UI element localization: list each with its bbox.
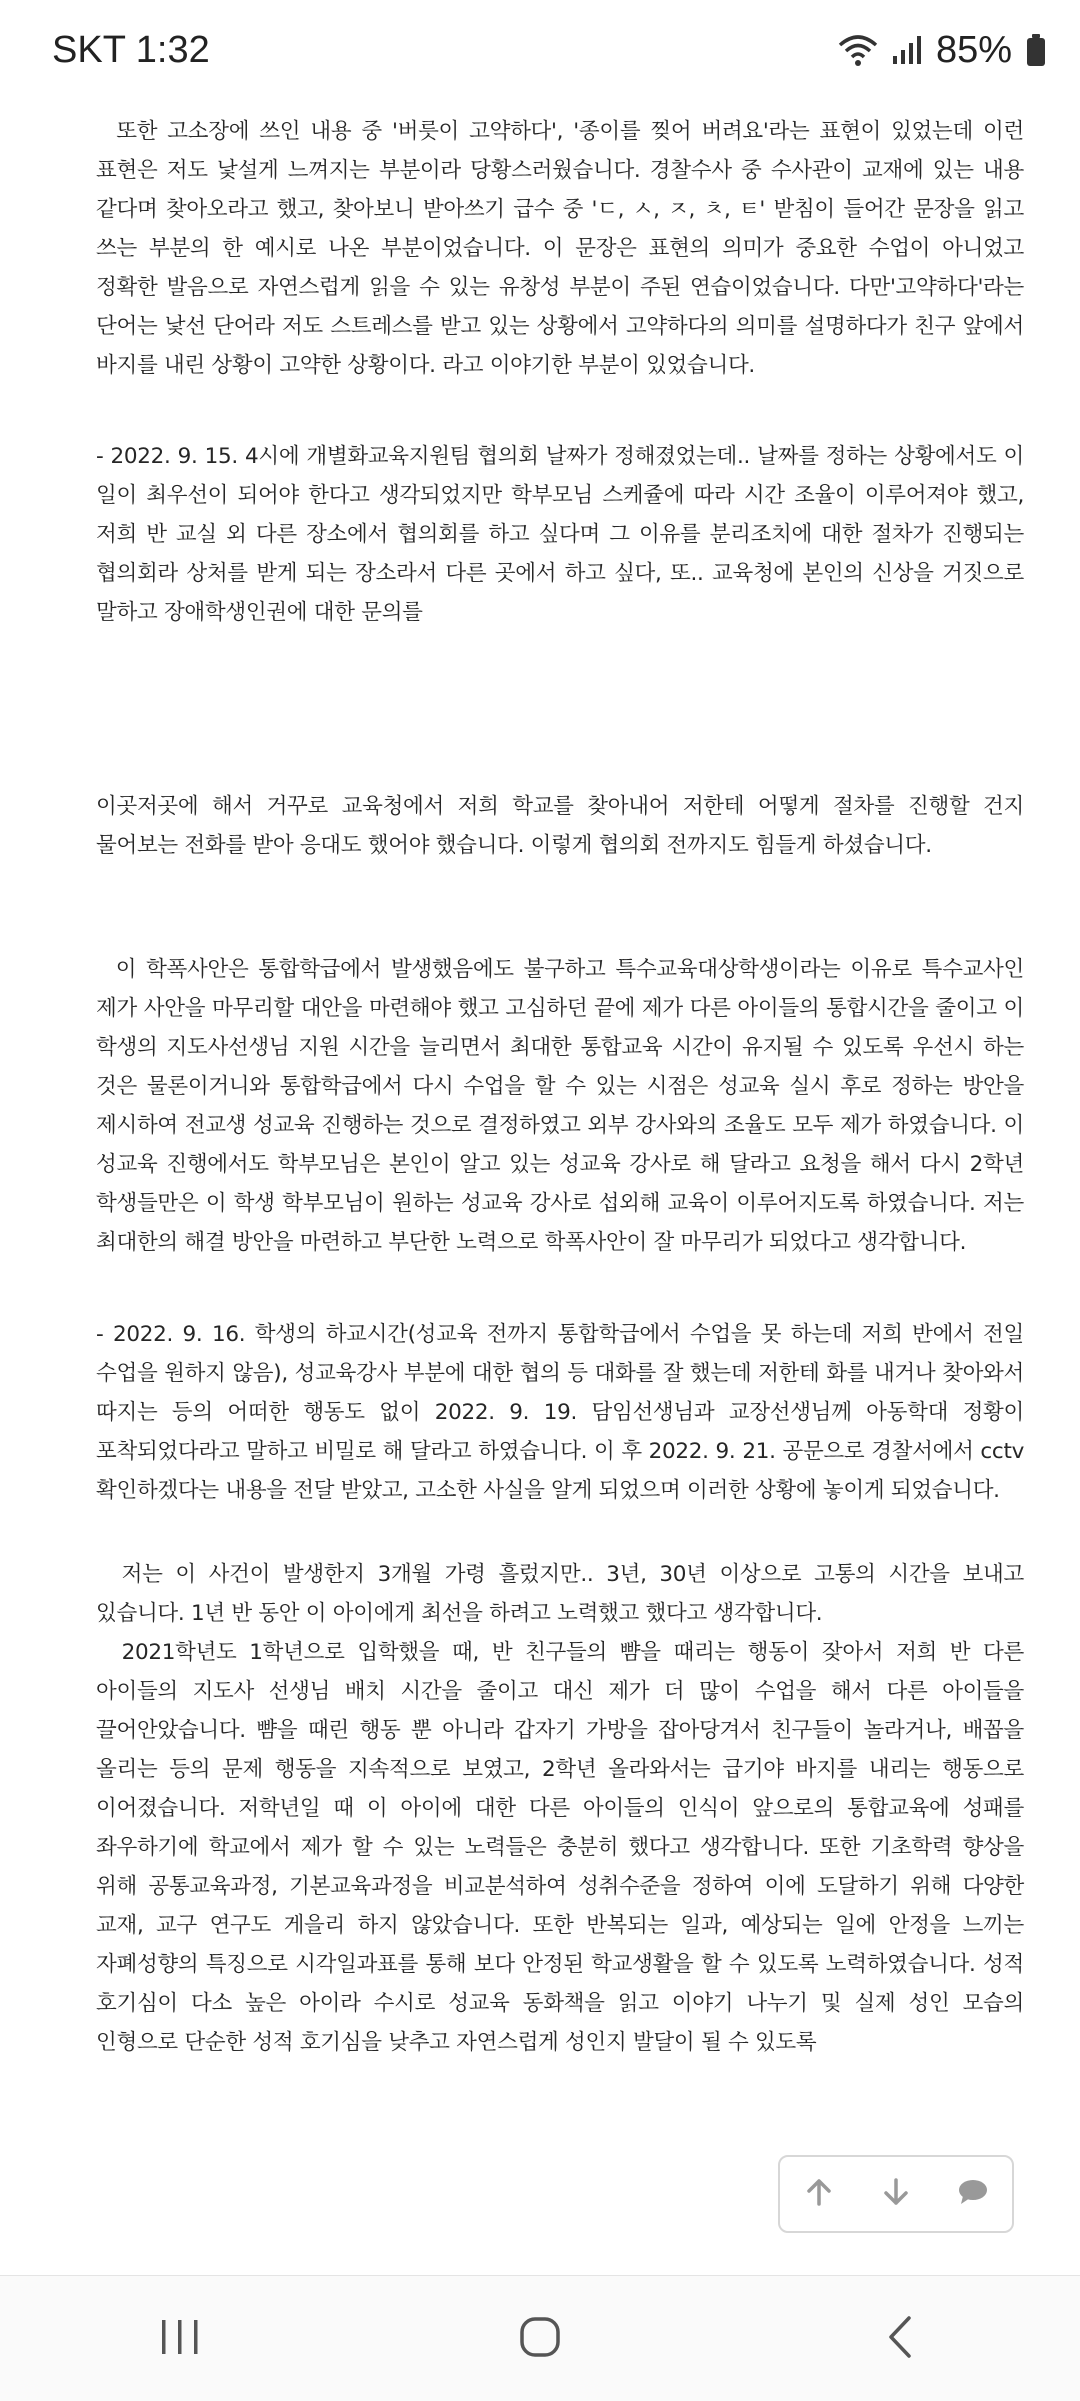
scroll-controls (778, 2155, 1014, 2233)
scroll-up-button[interactable] (789, 2164, 849, 2224)
status-time: SKT 1:32 (52, 28, 210, 71)
status-bar (0, 0, 1080, 100)
paragraph-1: 또한 고소장에 쓰인 내용 중 '버릇이 고약하다', '종이를 찢어 버려요'라는 표현이 있었는데 이런 표현은 저도 낯설게 느껴지는 부분이라 당황스러웠습니다. 경찰수사 중 수사관이 교재에 있는 내용 같다며 찾아오라고 했고, 찾아보니 받아쓰기 급수 중 'ㄷ, ㅅ, ㅈ, ㅊ, ㅌ' 받침이 들어간 문장을 읽고 쓰는 부분의 한 예시로 나온 부분이었습니다. 이 문장은 표현의 의미가 중요한 수업이 아니었고 정확한 발음으로 자연스럽게 읽을 수 있는 유창성 부분이 주된 연습이었습니다. 다만'고약하다'라는 단어는 낯선 단어라 저도 스트레스를 받고 있는 상황에서 고약하다의 의미를 설명하다가 친구 앞에서 바지를 내린 상황이 고약한 상황이다. 라고 이야기한 부분이 있었습니다. (96, 119, 1031, 378)
battery-percent: 85% (935, 28, 1012, 71)
paragraph-6: 저는 이 사건이 발생한지 3개월 가령 흘렀지만.. 3년, 30년 이상으로 고통의 시간을 보내고 있습니다. 1년 반 동안 이 아이에게 최선을 하려고 노력했고 했다고 생각합니다. 2021학년도 1학년으로 입학했을 때, 반 친구들의 뺨을 때리는 행동이 잦아서 저희 반 다른 아이들의 지도사 선생님 배치 시간을 줄이고 대신 제가 더 많이 수업을 해서 다른 아이들을 끌어안았습니다. 뺨을 때린 행동 뿐 아니라 갑자기 가방을 잡아당겨서 친구들이 놀라거나, 배꼽을 올리는 등의 문제 행동을 지속적으로 보였고, 2학년 올라와서는 급기야 바지를 내리는 행동으로 이어졌습니다. 저학년일 때 이 아이에 대한 다른 아이들의 인식이 앞으로의 통합교육에 성패를 좌우하기에 학교에서 제가 할 수 있는 노력들은 충분히 했다고 생각합니다. 또한 기초학력 향상을 위해 공통교육과정, 기본교육과정을 비교분석하여 성취수준을 정하여 이에 도달하기 위해 다양한 교재, 교구 연구도 게을리 하지 않았습니다. 또한 반복되는 일과, 예상되는 일에 안정을 느끼는 자폐성향의 특징으로 시각일과표를 통해 보다 안정된 학교생활을 할 수 있도록 노력하였습니다. 성적 호기심이 다소 높은 아이라 수시로 성교육 동화책을 읽고 이야기 나누기 및 실제 성인 모습의 인형으로 단순한 성적 호기심을 낮추고 자연스럽게 성인지 발달이 될 수 있도록 (96, 1562, 1024, 2055)
battery-icon (1026, 33, 1046, 67)
status-icons (838, 29, 1046, 72)
home-button[interactable] (480, 2289, 600, 2389)
recent-apps-button[interactable] (120, 2289, 240, 2389)
paragraph-4: 이 학폭사안은 통합학급에서 발생했음에도 불구하고 특수교육대상학생이라는 이유로 특수교사인 제가 사안을 마무리할 대안을 마련해야 했고 고심하던 끝에 제가 다른 아이들의 통합시간을 줄이고 이 학생의 지도사선생님 지원 시간을 늘리면서 최대한 통합교육 시간이 유지될 수 있도록 우선시 하는 것은 물론이거니와 통합학급에서 다시 수업을 할 수 있는 시점은 성교육 실시 후로 정하는 방안을 제시하여 전교생 성교육 진행하는 것으로 결정하였고 외부 강사와의 조율도 모두 제가 하였습니다. 이 성교육 진행에서도 학부모님은 본인이 알고 있는 성교육 강사로 해 달라고 요청을 해서 다시 2학년 학생들만은 이 학생 학부모님이 원하는 성교육 강사로 섭외해 교육이 이루어지도록 하였습니다. 저는 최대한의 해결 방안을 마련하고 부단한 노력으로 학폭사안이 잘 마무리가 되었다고 생각합니다. (96, 957, 1031, 1255)
paragraph-3: 이곳저곳에 해서 거꾸로 교육청에서 저희 학교를 찾아내어 저한테 어떻게 절차를 진행할 건지 물어보는 전화를 받아 응대도 했어야 했습니다. 이렇게 협의회 전까지도 힘들게 하셨습니다. (96, 794, 1031, 858)
home-icon (518, 2315, 562, 2363)
signal-icon (892, 34, 922, 66)
comment-icon (957, 2178, 989, 2210)
arrow-down-icon (881, 2177, 911, 2211)
comment-button[interactable] (943, 2164, 1003, 2224)
navigation-bar (0, 2275, 1080, 2401)
back-button[interactable] (840, 2289, 960, 2389)
arrow-up-icon (804, 2177, 834, 2211)
scroll-down-button[interactable] (866, 2164, 926, 2224)
back-icon (885, 2314, 915, 2364)
paragraph-2: - 2022. 9. 15. 4시에 개별화교육지원팀 협의회 날짜가 정해졌었는데.. 날짜를 정하는 상황에서도 이 일이 최우선이 되어야 한다고 생각되었지만 학부모님 스케쥴에 따라 시간 조율이 이루어져야 했고, 저희 반 교실 외 다른 장소에서 협의회를 하고 싶다며 그 이유를 분리조치에 대한 절차가 진행되는 협의회라 상처를 받게 되는 장소라서 다른 곳에서 하고 싶다, 또.. 교육청에 본인의 신상을 거짓으로 말하고 장애학생인권에 대한 문의를 (96, 444, 1031, 625)
wifi-icon (838, 33, 878, 67)
paragraph-5: - 2022. 9. 16. 학생의 하교시간(성교육 전까지 통합학급에서 수업을 못 하는데 저희 반에서 전일 수업을 원하지 않음), 성교육강사 부분에 대한 협의 등 대화를 잘 했는데 저한테 화를 내거나 찾아와서 따지는 등의 어떠한 행동도 없이 2022. 9. 19. 담임선생님과 교장선생님께 아동학대 정황이 포착되었다라고 말하고 비밀로 해 달라고 하였습니다. 이 후 2022. 9. 21. 공문으로 경찰서에서 cctv 확인하겠다는 내용을 전달 받았고, 고소한 사실을 알게 되었으며 이러한 상황에 놓이게 되었습니다. (96, 1322, 1031, 1503)
recent-apps-icon (159, 2317, 201, 2361)
